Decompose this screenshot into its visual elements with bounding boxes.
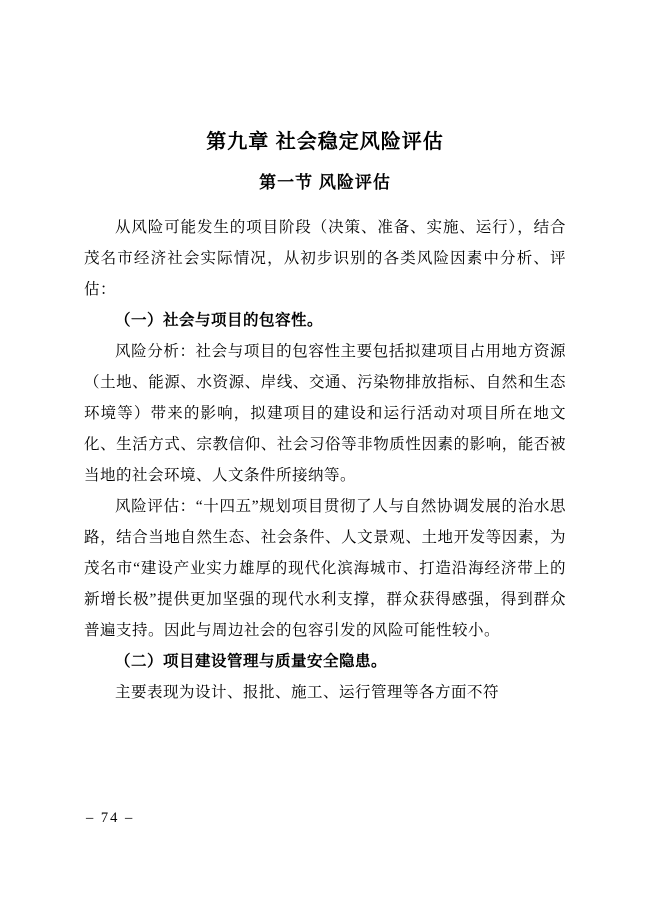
sub-heading-1: （一）社会与项目的包容性。 — [115, 312, 324, 329]
paragraph-risk-analysis: 风险分析：社会与项目的包容性主要包括拟建项目占用地方资源（土地、能源、水资源、岸线、交通、污染物排放指标、自然和生态环境等）带来的影响，拟建项目的建设和运行活动对项目所在地文化、生活方式、宗教信仰、社会习俗等非物质性因素的影响，能否被当地的社会环境、人文条件所接纳等。 — [84, 343, 566, 484]
page-number: – 74 – — [86, 810, 135, 826]
section-title: 第一节 风险评估 — [259, 173, 391, 192]
sub-heading-2: （二）项目建设管理与质量安全隐患。 — [115, 653, 388, 670]
paragraph-risk-evaluation: 风险评估：“十四五”规划项目贯彻了人与自然协调发展的治水思路，结合当地自然生态、社会条件、人文景观、土地开发等因素，为茂名市“建设产业实力雄厚的现代化滨海城市、打造沿海经济带上的新增长极”提供更加坚强的现代水利支撑，群众获得感强，得到群众普遍支持。因此与周边社会的包容引发的风险可能性较小。 — [84, 498, 566, 639]
chapter-title: 第九章 社会稳定风险评估 — [206, 131, 444, 153]
paragraph-continuation: 主要表现为设计、报批、施工、运行管理等各方面不符 — [115, 684, 500, 701]
paragraph-intro: 从风险可能发生的项目阶段（决策、准备、实施、运行），结合茂名市经济社会实际情况，从初步识别的各类风险因素中分析、评估： — [84, 219, 566, 298]
